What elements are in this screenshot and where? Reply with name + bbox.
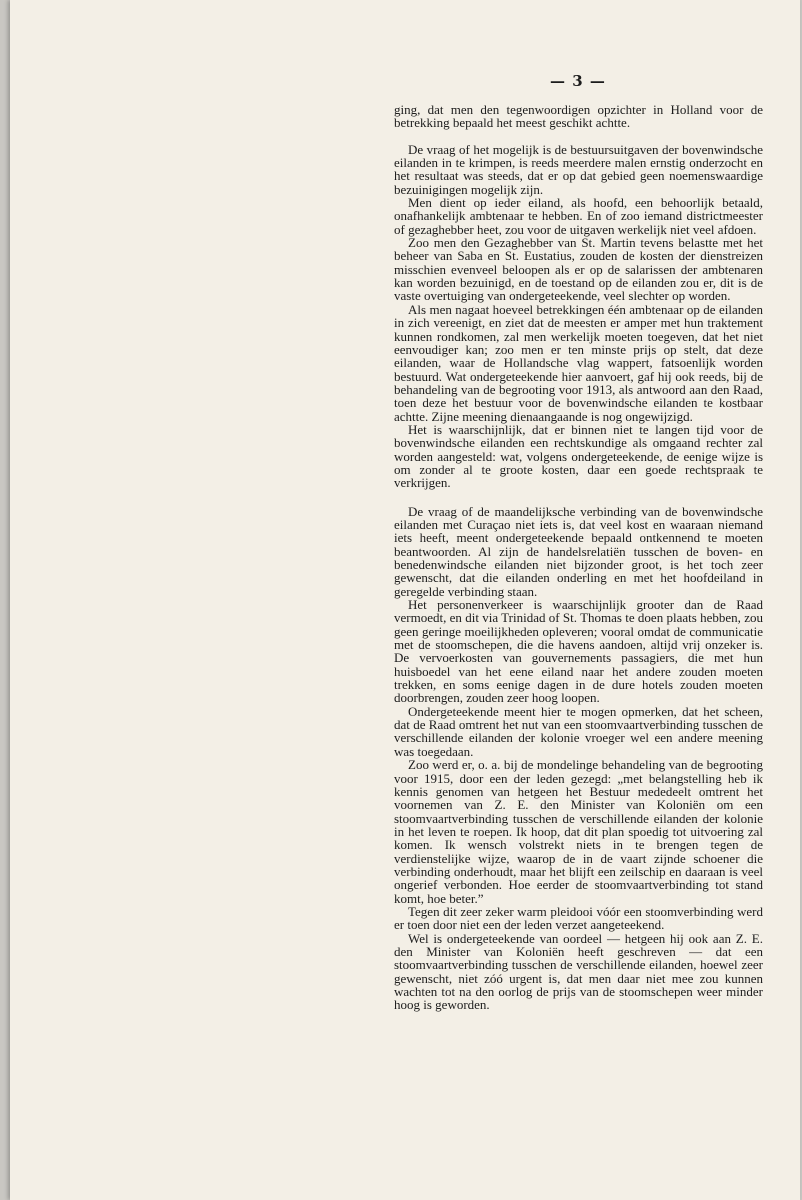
paragraph-10: Zoo werd er, o. a. bij de mondelinge behandeling van de begrooting voor 1915, door een der leden gezegd: „met belangstelling heb ik kennis genomen van hetgeen het Bestuur mededeelt omtrent het voornemen van Z. E. den Minister van Koloniën om een stoomvaartverbinding tusschen de verschillende eilanden der kolonie in het leven te roepen. Ik hoop, dat dit plan spoedig tot uitvoering zal komen. Ik wensch volstrekt niets in te brengen tegen de verdienstelijke wijze, waarop de in de vaart zijnde schoener die verbinding onderhoudt, maar het blijft een zeilschip en daaraan is veel ongerief verbonden. Hoe eerder de stoomvaartverbinding tot stand komt, hoe beter.”	[394, 757, 763, 906]
body-text	[394, 103, 763, 1012]
paragraph-2: De vraag of het mogelijk is de bestuursuitgaven der bovenwindsche eilanden in te krimpen, is reeds meerdere malen ernstig onderzocht en het resultaat was steeds, dat er op dat gebied geen noemenswaardige bezuinigingen mogelijk zijn.	[394, 141, 763, 197]
paragraph-3: Men dient op ieder eiland, als hoofd, een behoorlijk betaald, onafhankelijk ambtenaar te hebben. En of zoo iemand districtmeester of gezaghebber heet, zou voor de uitgaven werkelijk niet veel afdoen.	[394, 195, 763, 237]
paragraph-7: De vraag of de maandelijksche verbinding van de bovenwindsche eilanden met Curaçao niet iets is, dat veel kost en waaraan niemand iets heeft, meent ondergeteekende bepaald ontkennend te moeten beantwoorden. Al zijn de handelsrelatiën tusschen de boven- en benedenwindsche eilanden niet bijzonder groot, is het toch zeer gewenscht, dat die eilanden onderling en met het hoofdeiland in geregelde verbinding staan.	[394, 503, 763, 599]
paragraph-5: Als men nagaat hoeveel betrekkingen één ambtenaar op de eilanden in zich vereenigt, en ziet dat de meesten er amper met hun traktement kunnen rondkomen, zal men werkelijk moeten toegeven, dat het niet eenvoudiger kan; zoo men er ten minste prijs op stelt, dat deze eilanden, waar de Hollandsche vlag wappert, fatsoenlijk worden bestuurd. Wat ondergeteekende hier aanvoert, gaf hij ook reeds, bij de behandeling van de begrooting voor 1913, als antwoord aan den Raad, toen deze het bestuur voor de bovenwindsche eilanden te kostbaar achtte. Zijne meening dienaangaande is nog ongewijzigd.	[394, 301, 763, 424]
paragraph-8: Het personenverkeer is waarschijnlijk grooter dan de Raad vermoedt, en dit via Trinidad of St. Thomas te doen plaats hebben, zou geen geringe moeilijkheden opleveren; vooral omdat de communicatie met de stoomschepen, die die havens aandoen, altijd vrij onzeker is. De vervoerkosten van gouvernements passagiers, die met hun huisboedel van het eene eiland naar het andere zouden moeten trekken, en soms eenige dagen in de dure hotels zouden moeten doorbrengen, zouden zeer hoog loopen.	[394, 597, 763, 706]
paragraph-4: Zoo men den Gezaghebber van St. Martin tevens belastte met het beheer van Saba en St. Eustatius, zouden de kosten der dienstreizen misschien evenveel beloopen als er op de salarissen der ambtenaren kan worden bezuinigd, en de toestand op de eilanden zou er, dit is de vaste overtuiging van ondergeteekende, veel slechter op worden.	[394, 235, 763, 304]
document-page	[10, 0, 800, 1200]
paragraph-11: Tegen dit zeer zeker warm pleidooi vóór een stoomverbinding werd er toen door niet een der leden verzet aangeteekend.	[394, 903, 763, 933]
paragraph-1: ging, dat men den tegenwoordigen opzichter in Holland voor de betrekking bepaald het meest geschikt achtte.	[394, 102, 763, 131]
paragraph-6: Het is waarschijnlijk, dat er binnen niet te langen tijd voor de bovenwindsche eilanden een rechtskundige als omgaand rechter zal worden aangesteld: wat, volgens ondergeteekende, de eenige wijze is om zonder al te groote kosten, daar een goede rechtspraak te verkrijgen.	[394, 421, 763, 491]
paragraph-9: Ondergeteekende meent hier te mogen opmerken, dat het scheen, dat de Raad omtrent het nut van een stoomvaartverbinding tusschen de verschillende eilanden der kolonie vroeger wel een andere meening was toegedaan.	[394, 703, 763, 759]
page-number: — 3 —	[550, 72, 606, 90]
paragraph-12: Wel is ondergeteekende van oordeel — hetgeen hij ook aan Z. E. den Minister van Koloniën heeft geschreven — dat een stoomvaartverbinding tusschen de verschillende eilanden, hoewel zeer gewenscht, niet zóó urgent is, dat men daar niet mee zou kunnen wachten tot na den oorlog de prijs van de stoomschepen weer minder hoog is geworden.	[394, 930, 763, 1013]
